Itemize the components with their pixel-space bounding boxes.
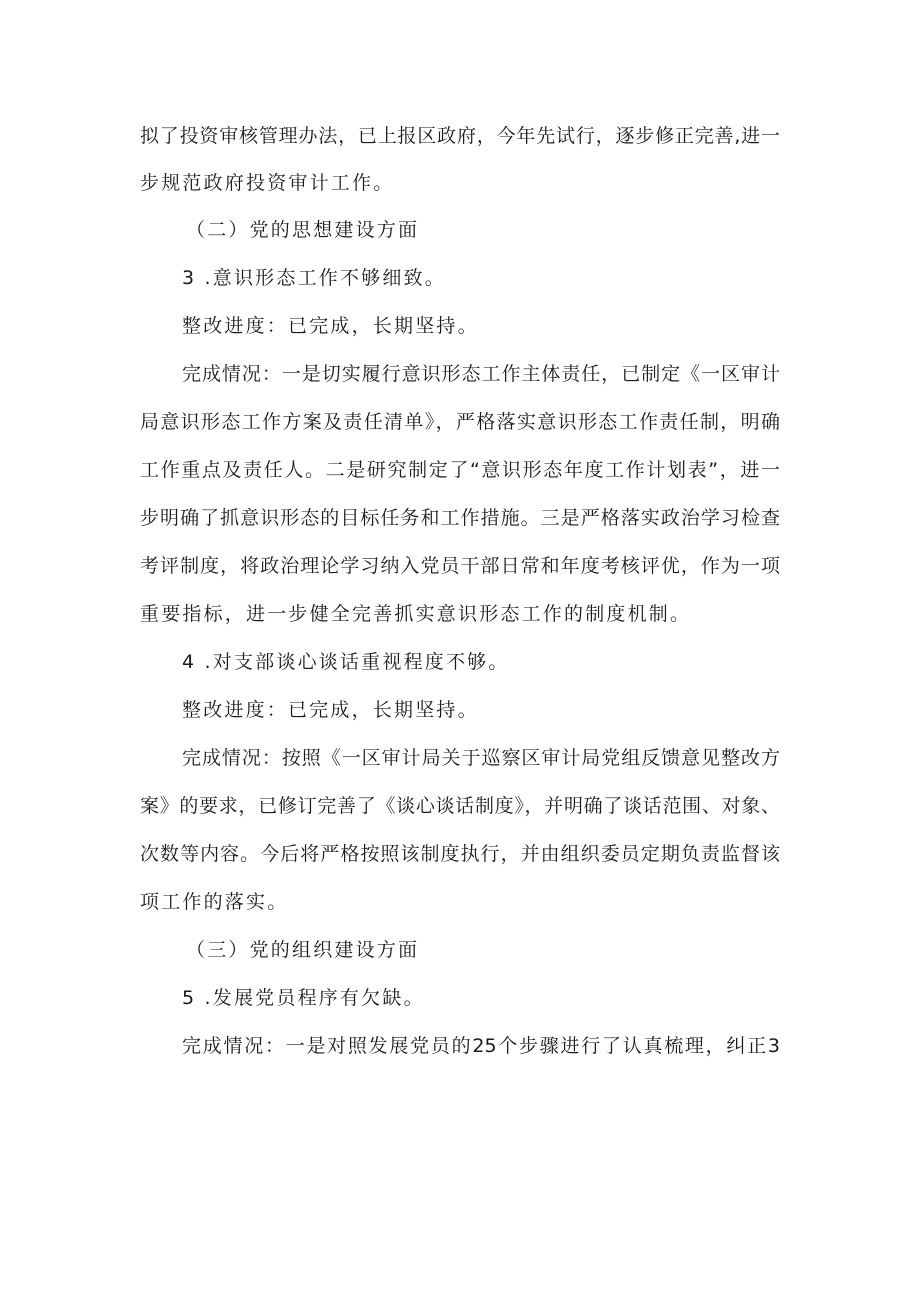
paragraph-line: 案》的要求，已修订完善了《谈心谈话制度》，并明确了谈话范围、对象、 — [140, 795, 780, 817]
paragraph-line: 拟了投资审核管理办法，已上报区政府，今年先试行，逐步修正完善,进一 — [140, 125, 780, 147]
paragraph-line: 步规范政府投资审计工作。 — [140, 172, 395, 194]
item-heading: 5 .发展党员程序有欠缺。 — [182, 987, 425, 1009]
paragraph-line: 完成情况：一是对照发展党员的25个步骤进行了认真梳理，纠正3 — [182, 1035, 780, 1057]
paragraph-line: 次数等内容。今后将严格按照该制度执行，并由组织委员定期负责监督该 — [140, 843, 780, 865]
paragraph-line: 完成情况：一是切实履行意识形态工作主体责任，已制定《一区审计 — [182, 363, 780, 385]
section-heading: （三）党的组织建设方面 — [186, 939, 420, 961]
progress-line: 整改进度：已完成，长期坚持。 — [182, 315, 479, 337]
paragraph-line: 项工作的落实。 — [140, 891, 289, 913]
item-heading: 4 .对支部谈心谈话重视程度不够。 — [182, 651, 510, 673]
section-heading: （二）党的思想建设方面 — [186, 219, 420, 241]
paragraph-line: 考评制度，将政治理论学习纳入党员干部日常和年度考核评优，作为一项 — [140, 555, 780, 577]
paragraph-line: 完成情况：按照《一区审计局关于巡察区审计局党组反馈意见整改方 — [182, 747, 780, 769]
progress-line: 整改进度：已完成，长期坚持。 — [182, 699, 479, 721]
paragraph-line: 局意识形态工作方案及责任清单》，严格落实意识形态工作责任制，明确 — [140, 411, 780, 433]
paragraph-line: 重要指标，进一步健全完善抓实意识形态工作的制度机制。 — [140, 603, 692, 625]
paragraph-line: 工作重点及责任人。二是研究制定了“意识形态年度工作计划表”，进一 — [140, 459, 780, 481]
paragraph-line: 步明确了抓意识形态的目标任务和工作措施。三是严格落实政治学习检查 — [140, 507, 780, 529]
item-heading: 3 .意识形态工作不够细致。 — [182, 267, 446, 289]
